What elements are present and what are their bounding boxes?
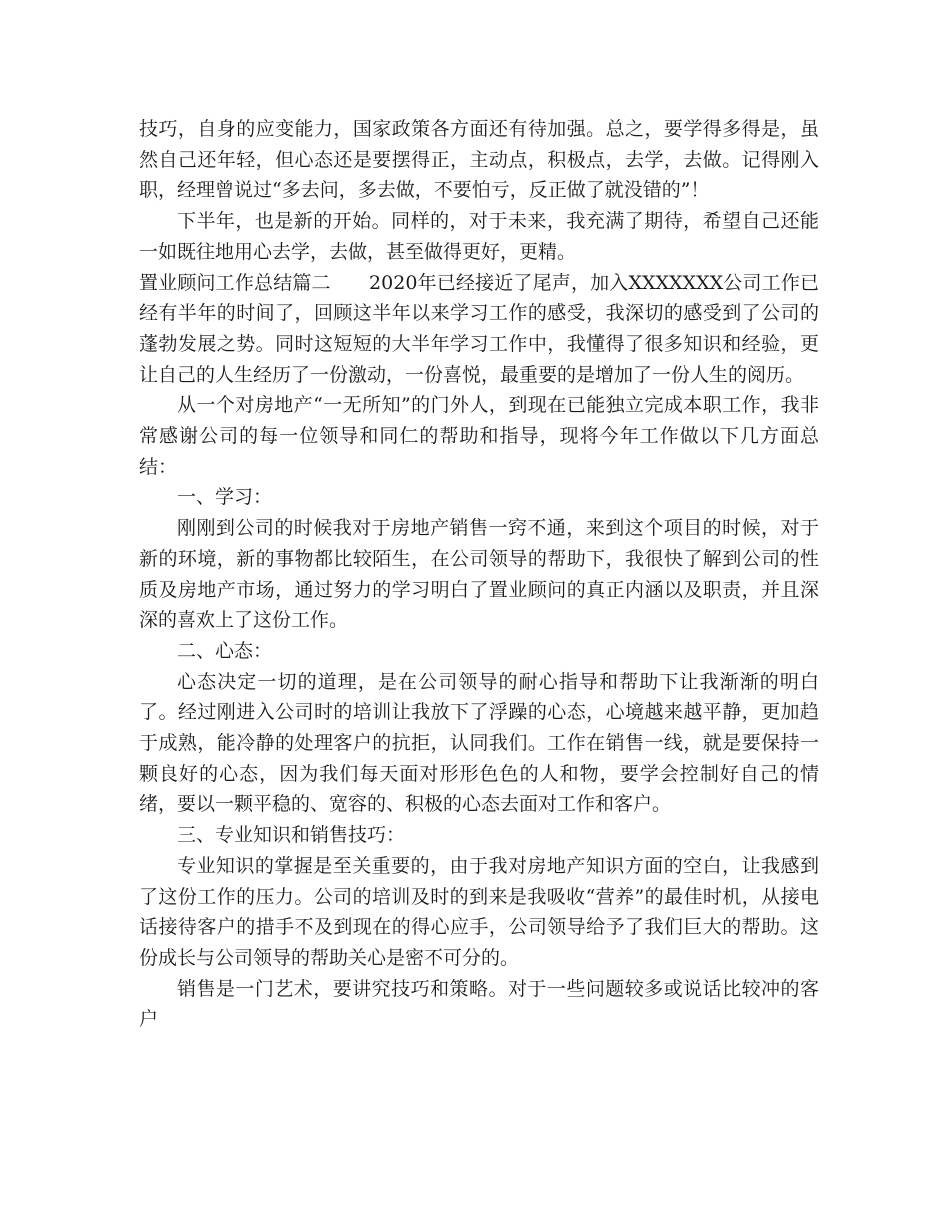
paragraph-6: 刚刚到公司的时候我对于房地产销售一窍不通，来到这个项目的时候，对于新的环境，新的事物都比较陌生，在公司领导的帮助下，我很快了解到公司的性质及房地产市场，通过努力的学习明白了置业顾问的真正内涵以及职责，并且深深的喜欢上了这份工作。 (139, 517, 819, 632)
subheading-skills: 三、专业知识和销售技巧： (177, 824, 406, 847)
subheading-study: 一、学习： (177, 486, 273, 509)
paragraph-11: 销售是一门艺术，要讲究技巧和策略。对于一些问题较多或说话比较冲的客户 (139, 977, 819, 1031)
paragraph-2: 下半年，也是新的开始。同样的，对于未来，我充满了期待，希望自己还能一如既往地用心去学，去做，甚至做得更好，更精。 (139, 210, 819, 263)
subheading-mindset: 二、心态： (177, 639, 273, 662)
section-heading-paragraph: 置业顾问工作总结篇二 2020年已经接近了尾声，加入XXXXXXX公司工作已经有半年的时间了，回顾这半年以来学习工作的感受，我深切的感受到了公司的蓬勃发展之势。同时这短短的大半年学习工作中，我懂得了很多知识和经验，更让自己的人生经历了一份激动，一份喜悦，最重要的是增加了一份人生的阅历。 (139, 271, 819, 386)
paragraph-8: 心态决定一切的道理，是在公司领导的耐心指导和帮助下让我渐渐的明白了。经过刚进入公司时的培训让我放下了浮躁的心态，心境越来越平静，更加趋于成熟，能冷静的处理客户的抗拒，认同我们。工作在销售一线，就是要保持一颗良好的心态，因为我们每天面对形形色色的人和物，要学会控制好自己的情绪，要以一颗平稳的、宽容的、积极的心态去面对工作和客户。 (139, 670, 819, 816)
paragraph-4: 从一个对房地产“一无所知”的门外人，到现在已能独立完成本职工作，我非常感谢公司的每一位领导和同仁的帮助和指导，现将今年工作做以下几方面总结： (139, 394, 819, 478)
paragraph-1: 技巧，自身的应变能力，国家政策各方面还有待加强。总之，要学得多得是，虽然自己还年轻，但心态还是要摆得正，主动点，积极点，去学，去做。记得刚入职，经理曾说过“多去问，多去做，不要怕亏，反正做了就没错的”！ (139, 118, 819, 202)
document-body (139, 114, 819, 1035)
paragraph-10: 专业知识的掌握是至关重要的，由于我对房地产知识方面的空白，让我感到了这份工作的压力。公司的培训及时的到来是我吸收“营养”的最佳时机，从接电话接待客户的措手不及到现在的得心应手，公司领导给予了我们巨大的帮助。这份成长与公司领导的帮助关心是密不可分的。 (139, 854, 819, 969)
